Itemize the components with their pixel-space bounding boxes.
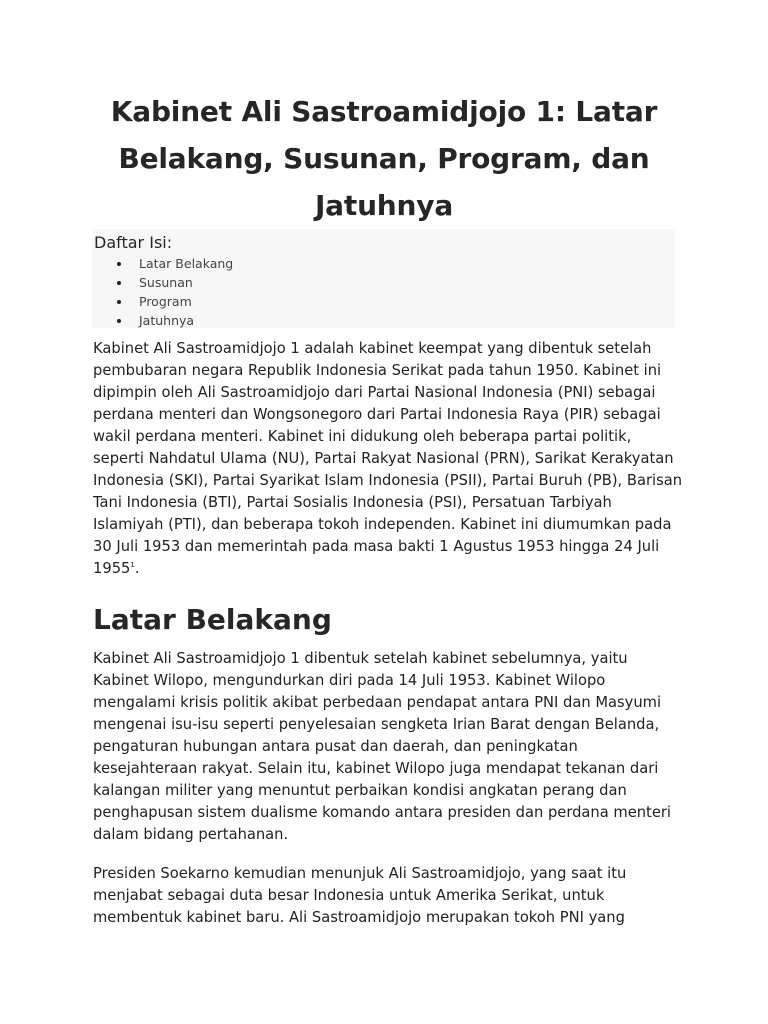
latar-belakang-paragraph-1: Kabinet Ali Sastroamidjojo 1 dibentuk setelah kabinet sebelumnya, yaitu Kabinet Wilopo, mengundurkan diri pada 14 Juli 1953. Kabinet Wilopo mengalami krisis politik akibat perbedaan pendapat antara PNI dan Masyumi mengenai isu-isu seperti penyelesaian sengketa Irian Barat dengan Belanda, pengaturan hubungan antara pusat dan daerah, dan peningkatan kesejahteraan rakyat. Selain itu, kabinet Wilopo juga mendapat tekanan dari kalangan militer yang menuntut perbaikan kondisi angkatan perang dan penghapusan sistem dualisme komando antara presiden dan perdana menteri dalam bidang pertahanan. [93,650,671,843]
footnote-marker[interactable]: 1 [130,561,135,570]
bullet-icon [117,319,121,323]
toc-item-latar-belakang[interactable] [92,254,233,273]
intro-end: . [134,560,140,577]
toc-item-program[interactable] [92,292,233,311]
section-heading-latar-belakang: Latar Belakang [93,603,332,636]
toc-item-jatuhnya[interactable] [92,311,233,330]
toc-item-susunan[interactable] [92,273,233,292]
latar-belakang-paragraph-2: Presiden Soekarno kemudian menunjuk Ali Sastroamidjojo, yang saat itu menjabat sebagai duta besar Indonesia untuk Amerika Serikat, untuk membentuk kabinet baru. Ali Sastroamidjojo merupakan tokoh PNI yang [93,865,627,926]
toc-item-label: Program [139,294,192,309]
bullet-icon [117,281,121,285]
toc-item-label: Susunan [139,275,193,290]
bullet-icon [117,300,121,304]
toc-list [92,254,233,330]
page-title: Kabinet Ali Sastroamidjojo 1: Latar Belakang, Susunan, Program, dan Jatuhnya [110,95,658,222]
table-of-contents [92,229,675,328]
toc-item-label: Latar Belakang [139,256,234,271]
intro-paragraph [93,338,683,580]
toc-item-label: Jatuhnya [139,313,195,328]
intro-text: Kabinet Ali Sastroamidjojo 1 adalah kabinet keempat yang dibentuk setelah pembubaran negara Republik Indonesia Serikat pada tahun 1950. Kabinet ini dipimpin oleh Ali Sastroamidjojo dari Partai Nasional Indonesia (PNI) sebagai perdana menteri dan Wongsonegoro dari Partai Indonesia Raya (PIR) sebagai wakil perdana menteri. Kabinet ini didukung oleh beberapa partai politik, seperti Nahdatul Ulama (NU), Partai Rakyat Nasional (PRN), Sarikat Kerakyatan Indonesia (SKI), Partai Syarikat Islam Indonesia (PSII), Partai Buruh (PB), Barisan Tani Indonesia (BTI), Partai Sosialis Indonesia (PSI), Persatuan Tarbiyah Islamiyah (PTI), dan beberapa tokoh independen. Kabinet ini diumumkan pada 30 Juli 1953 dan memerintah pada masa bakti 1 Agustus 1953 hingga 24 Juli 1955 [93,340,683,577]
toc-heading: Daftar Isi: [94,233,173,252]
bullet-icon [117,262,121,266]
